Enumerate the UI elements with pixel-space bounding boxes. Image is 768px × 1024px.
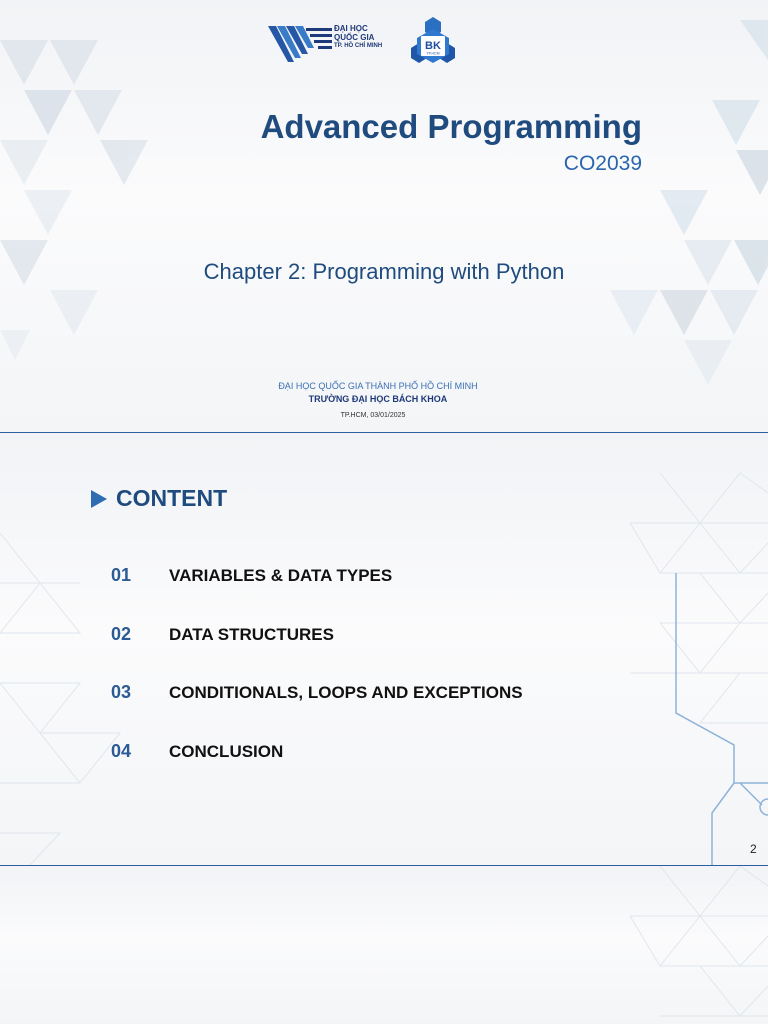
content-item-number: 01 xyxy=(111,565,132,585)
content-item-text: VARIABLES & DATA TYPES xyxy=(169,566,393,585)
bk-hcmut-logo xyxy=(408,16,458,66)
content-item-text: DATA STRUCTURES xyxy=(169,625,334,644)
title-slide xyxy=(0,0,768,433)
chapter-title: Chapter 2: Programming with Python xyxy=(203,259,565,284)
course-code: CO2039 xyxy=(563,152,642,175)
page-number: 2 xyxy=(750,842,757,856)
triangle-pattern-decoration xyxy=(0,0,768,432)
triangle-outline-decoration xyxy=(0,866,768,1024)
bk-logo-subtext: TP.HCM xyxy=(426,51,440,56)
content-item-number: 04 xyxy=(111,741,132,761)
presentation-title: Advanced Programming xyxy=(260,108,642,145)
university-name: ĐẠI HỌC QUỐC GIA THÀNH PHỐ HỒ CHÍ MINH xyxy=(278,381,478,391)
content-heading: CONTENT xyxy=(116,485,228,511)
vnu-logo-line1: ĐẠI HỌC xyxy=(334,24,368,33)
next-slide-partial xyxy=(0,866,768,1024)
content-item-number: 03 xyxy=(111,682,132,702)
content-slide xyxy=(0,433,768,866)
play-arrow-icon xyxy=(91,490,107,508)
content-item xyxy=(0,741,640,769)
content-item-text: CONDITIONALS, LOOPS AND EXCEPTIONS xyxy=(169,683,523,702)
content-item-text: CONCLUSION xyxy=(169,742,284,761)
content-item xyxy=(0,682,640,710)
vnu-logo-text xyxy=(334,24,396,51)
vnu-hcm-logo xyxy=(268,22,334,64)
school-name: TRƯỜNG ĐẠI HỌC BÁCH KHOA xyxy=(308,394,448,404)
content-item xyxy=(0,565,640,593)
vnu-logo-line3: TP. HỒ CHÍ MINH xyxy=(334,43,383,49)
presentation-date: TP.HCM, 03/01/2025 xyxy=(340,412,406,419)
content-item-number: 02 xyxy=(111,624,132,644)
vnu-logo-line2: QUỐC GIA xyxy=(334,33,375,42)
content-item xyxy=(0,624,640,652)
bk-logo-letters: BK xyxy=(425,40,441,52)
